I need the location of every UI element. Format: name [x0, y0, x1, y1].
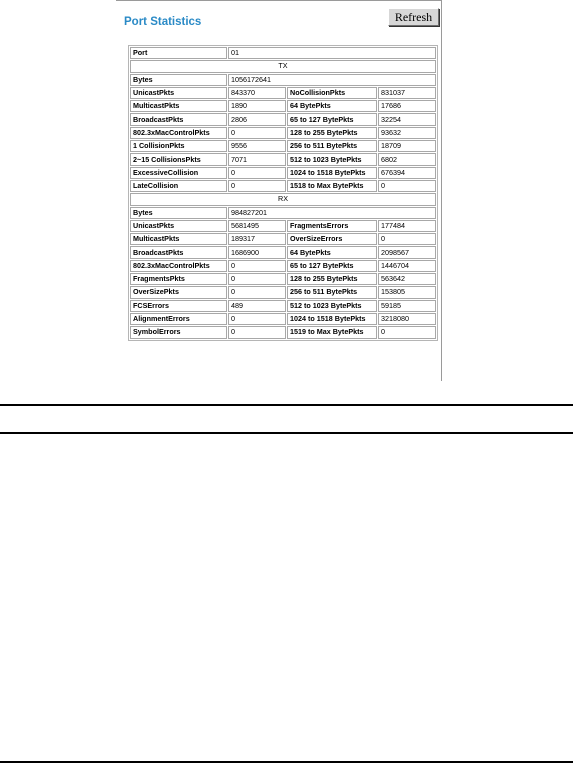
tx-stat-value: 2806 — [228, 113, 286, 125]
rx-header-row — [130, 193, 436, 205]
rx-stat-label: UnicastPkts — [130, 220, 227, 232]
tx-stat-label: 128 to 255 BytePkts — [287, 127, 377, 139]
tx-stat-label: 256 to 511 BytePkts — [287, 140, 377, 152]
rx-stat-label: OverSizeErrors — [287, 233, 377, 245]
rx-bytes-row — [130, 207, 436, 219]
divider-middle — [0, 432, 573, 434]
rx-stat-row — [130, 220, 436, 232]
tx-stat-label: 1518 to Max BytePkts — [287, 180, 377, 192]
rx-stat-row — [130, 286, 436, 298]
rx-stat-label: 512 to 1023 BytePkts — [287, 300, 377, 312]
rx-stat-value: 0 — [228, 326, 286, 338]
tx-stat-label: LateCollision — [130, 180, 227, 192]
tx-stat-value: 18709 — [378, 140, 436, 152]
rx-stat-label: 256 to 511 BytePkts — [287, 286, 377, 298]
rx-stat-row — [130, 300, 436, 312]
rx-stat-value: 189317 — [228, 233, 286, 245]
tx-bytes-value: 1056172641 — [228, 74, 436, 86]
rx-stat-label: 65 to 127 BytePkts — [287, 260, 377, 272]
port-statistics-table — [128, 45, 438, 341]
rx-stat-label: AlignmentErrors — [130, 313, 227, 325]
rx-stat-row — [130, 313, 436, 325]
tx-stat-value: 0 — [228, 180, 286, 192]
tx-stat-value: 93632 — [378, 127, 436, 139]
rx-stat-value: 0 — [378, 326, 436, 338]
tx-stat-label: 1024 to 1518 BytePkts — [287, 167, 377, 179]
tx-stat-label: UnicastPkts — [130, 87, 227, 99]
tx-stat-value: 6802 — [378, 153, 436, 165]
divider-top — [0, 404, 573, 406]
tx-stat-label: 802.3xMacControlPkts — [130, 127, 227, 139]
tx-stat-value: 676394 — [378, 167, 436, 179]
tx-bytes-label: Bytes — [130, 74, 227, 86]
tx-stat-value: 0 — [228, 167, 286, 179]
tx-bytes-row — [130, 74, 436, 86]
rx-stat-value: 177484 — [378, 220, 436, 232]
rx-stat-row — [130, 260, 436, 272]
tx-stat-value: 831037 — [378, 87, 436, 99]
rx-stat-label: MulticastPkts — [130, 233, 227, 245]
tx-stat-value: 0 — [228, 127, 286, 139]
tx-stat-label: NoCollisionPkts — [287, 87, 377, 99]
tx-stat-row — [130, 127, 436, 139]
rx-stat-value: 489 — [228, 300, 286, 312]
tx-stat-row — [130, 153, 436, 165]
tx-stat-row — [130, 140, 436, 152]
rx-stat-value: 3218080 — [378, 313, 436, 325]
port-label: Port — [130, 47, 227, 59]
rx-section-header: RX — [130, 193, 436, 205]
tx-stat-value: 1890 — [228, 100, 286, 112]
rx-stat-value: 563642 — [378, 273, 436, 285]
refresh-button[interactable]: Refresh — [388, 8, 439, 26]
tx-stat-value: 9556 — [228, 140, 286, 152]
tx-header-row — [130, 60, 436, 72]
rx-stat-row — [130, 326, 436, 338]
port-row — [130, 47, 436, 59]
tx-section-header: TX — [130, 60, 436, 72]
page-title: Port Statistics — [124, 16, 202, 28]
rx-stat-label: SymbolErrors — [130, 326, 227, 338]
rx-stat-row — [130, 233, 436, 245]
rx-stat-label: 128 to 255 BytePkts — [287, 273, 377, 285]
tx-stat-label: 2~15 CollisionsPkts — [130, 153, 227, 165]
tx-stat-row — [130, 113, 436, 125]
tx-stat-label: 65 to 127 BytePkts — [287, 113, 377, 125]
rx-stat-label: FCSErrors — [130, 300, 227, 312]
tx-stat-label: 1 CollisionPkts — [130, 140, 227, 152]
tx-stat-row — [130, 167, 436, 179]
rx-stat-label: BroadcastPkts — [130, 246, 227, 258]
tx-stat-row — [130, 180, 436, 192]
tx-stat-label: 512 to 1023 BytePkts — [287, 153, 377, 165]
rx-stat-label: FragmentsErrors — [287, 220, 377, 232]
rx-stat-label: 1519 to Max BytePkts — [287, 326, 377, 338]
port-value: 01 — [228, 47, 436, 59]
tx-stat-value: 17686 — [378, 100, 436, 112]
rx-stat-value: 5681495 — [228, 220, 286, 232]
rx-stat-value: 0 — [228, 273, 286, 285]
rx-bytes-label: Bytes — [130, 207, 227, 219]
rx-bytes-value: 984827201 — [228, 207, 436, 219]
rx-stat-value: 0 — [228, 260, 286, 272]
rx-stat-row — [130, 246, 436, 258]
rx-stat-label: FragmentsPkts — [130, 273, 227, 285]
tx-stat-row — [130, 87, 436, 99]
tx-stat-label: 64 BytePkts — [287, 100, 377, 112]
rx-stat-value: 1686900 — [228, 246, 286, 258]
tx-stat-value: 0 — [378, 180, 436, 192]
rx-stat-value: 0 — [228, 313, 286, 325]
rx-stat-value: 1446704 — [378, 260, 436, 272]
rx-stat-label: 1024 to 1518 BytePkts — [287, 313, 377, 325]
tx-stat-label: ExcessiveCollision — [130, 167, 227, 179]
tx-stat-row — [130, 100, 436, 112]
rx-stat-value: 0 — [228, 286, 286, 298]
rx-stat-label: OverSizePkts — [130, 286, 227, 298]
tx-stat-value: 843370 — [228, 87, 286, 99]
tx-stat-value: 32254 — [378, 113, 436, 125]
rx-stat-value: 153805 — [378, 286, 436, 298]
rx-stat-label: 802.3xMacControlPkts — [130, 260, 227, 272]
rx-stat-label: 64 BytePkts — [287, 246, 377, 258]
rx-stat-row — [130, 273, 436, 285]
rx-stat-value: 59185 — [378, 300, 436, 312]
rx-stat-value: 0 — [378, 233, 436, 245]
rx-stat-value: 2098567 — [378, 246, 436, 258]
tx-stat-value: 7071 — [228, 153, 286, 165]
tx-stat-label: BroadcastPkts — [130, 113, 227, 125]
tx-stat-label: MulticastPkts — [130, 100, 227, 112]
